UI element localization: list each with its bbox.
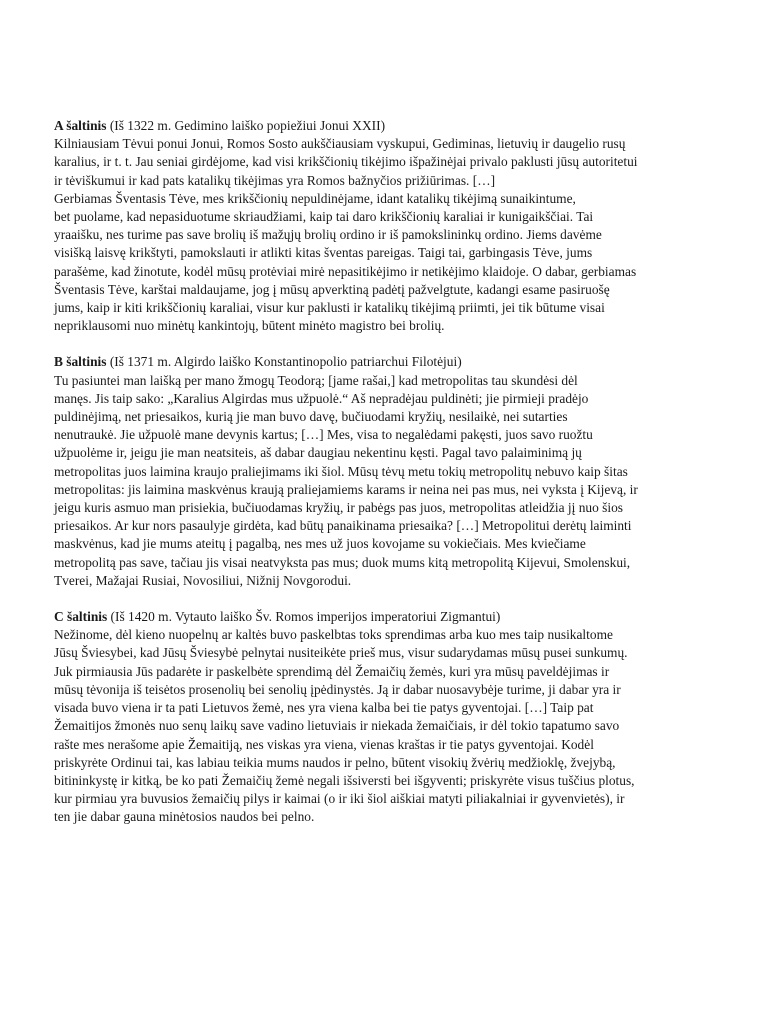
source-a (54, 117, 726, 335)
source-a-heading (54, 117, 726, 135)
text-line: visišką laisvę krikštyti, pamokslauti ir atlikti kitas šventas pareigas. Taigi tai, garbingasis Tėve, jums (54, 245, 593, 261)
source-b-subtitle: (Iš 1371 m. Algirdo laiško Konstantinopolio patriarchui Filotėjui) (106, 354, 462, 370)
text-line: Tverei, Mažajai Rusiai, Novosiliui, Nižnij Novgorodui. (54, 572, 352, 588)
text-line: ten jie dabar gauna minėtosios naudos bei pelno. (54, 809, 315, 825)
source-a-subtitle: (Iš 1322 m. Gedimino laiško popiežiui Jonui XXII) (106, 118, 386, 133)
text-line: užpuolėme ir, jeigu jie man neatsiteis, aš dabar daugiau nekentinu kęsti. Pagal tavo palaiminimą jų (54, 445, 582, 461)
text-line: karalius, ir t. t. Jau seniai girdėjome, kad visi krikščionių tikėjimo išpažinėjai privalo paklusti jūsų autoritetui (54, 154, 638, 170)
text-line: puldinėjimą, net priesaikos, kurią jie man buvo davę, bučiuodami kryžių, nesilaikė, nei sutarties (54, 409, 568, 425)
text-line: visada buvo viena ir ta pati Lietuvos žemė, nes yra viena kalba bei tie patys gyventojai. […] Taip pat (54, 700, 594, 716)
source-c (54, 608, 726, 826)
text-line: metropolitą pas save, tačiau jis visai neatvyksta pas mus; duok mums kitą metropolitą Kijevui, Smolenskui, (54, 554, 631, 570)
text-line: Tu pasiuntei man laišką per mano žmogų Teodorą; [jame rašai,] kad metropolitas tau skundėsi dėl (54, 372, 578, 388)
text-line: priesaikos. Ar kur nors pasaulyje girdėta, kad būtų panaikinama priesaika? […] Metropolitui derėtų laiminti (54, 518, 632, 534)
source-c-title: C šaltinis (54, 609, 108, 625)
text-line: Kilniausiam Tėvui ponui Jonui, Romos Sosto aukščiausiam vyskupui, Gediminas, lietuvių ir daugelio rusų (54, 136, 626, 152)
source-c-subtitle: (Iš 1420 m. Vytauto laiško Šv. Romos imperijos imperatoriui Zigmantui) (107, 609, 501, 625)
text-line: Nežinome, dėl kieno nuopelnų ar kaltės buvo paskelbtas toks sprendimas arba kuo mes taip nusikaltome (54, 627, 613, 643)
text-line: metropolitas: jis laimina maskvėnus kraują praliejamiems karams ir neina nei pas mus, nei vyksta į Kijevą, ir (54, 481, 638, 497)
text-line: Gerbiamas Šventasis Tėve, mes krikščionių nepuldinėjame, idant katalikų tikėjimą sunaikintume, (54, 190, 576, 206)
source-c-heading (54, 608, 726, 626)
text-line: bet puolame, kad nepasiduotume skriaudžiami, kaip tai daro krikščionių karaliai ir kunigaikščiai. Tai (54, 209, 594, 225)
text-line: metropolitas juos laimina kraujo praliejimams iki šiol. Mūsų tėvų metu tokių metropolitų nebuvo kaip šitas (54, 463, 628, 479)
text-line: Žemaitijos žmonės nuo senų laikų save vadino lietuviais ir niekada žemaičiais, ir dėl tokio tapatumo savo (54, 718, 620, 734)
text-line: nenutraukė. Jie užpuolė mane devynis kartus; […] Mes, visa to negalėdami pakęsti, juos savo ruožtu (54, 427, 593, 443)
text-line: jums, kaip ir kiti krikščionių karaliai, visur kur paklusti ir katalikų tikėjimą priimti, jei tik būtume visai (54, 300, 605, 316)
text-line: rašte mes nerašome apie Žemaitiją, nes viskas yra viena, vienas kraštas ir tie patys gyventojai. Kodėl (54, 736, 594, 752)
text-line: ir tėviškumui ir kad pats katalikų tikėjimas yra Romos bažnyčios prižiūrimas. […] (54, 172, 496, 188)
text-line: priskyrėte Ordinui tai, kas labiau teikia mums naudos ir pelno, būtent visokių žvėrių medžioklę, žvejybą, (54, 754, 616, 770)
source-b-heading (54, 353, 726, 371)
text-line: mūsų tėvonija iš teisėtos prosenolių bei senolių įpėdinystės. Ją ir dabar nuosavybėje turime, ji dabar yra ir (54, 681, 621, 697)
text-line: Šventasis Tėve, karštai maldaujame, jog į mūsų apverktiną padėtį pažvelgtute, kadangi esame pasiruošę (54, 281, 610, 297)
source-a-title: A šaltinis (54, 118, 107, 133)
source-b (54, 353, 726, 590)
text-line: nepriklausomi nuo minėtų kankintojų, būtent minėto magistro bei brolių. (54, 318, 445, 334)
text-line: jeigu kuris asmuo man prisiekia, bučiuodamas kryžių, ir pabėgs pas juos, metropolitas atleidžia jį nuo šios (54, 500, 623, 516)
document-page (54, 117, 726, 845)
text-line: kur pirmiau yra buvusios žemaičių pilys ir kaimai (o ir iki šiol aiškiai matyti piliakalniai ir gyvenvietės), ir (54, 791, 625, 807)
source-b-title: B šaltinis (54, 354, 107, 370)
text-line: manęs. Jis taip sako: „Karalius Algirdas mus užpuolė.“ Aš nepradėjau puldinėti; jie pirmieji pradėjo (54, 390, 589, 406)
text-line: parašėme, kad žinotute, kodėl mūsų protėviai mirė nepasitikėjimo ir netikėjimo klaidoje. O dabar, gerbiamas (54, 263, 637, 279)
text-line: Jūsų Šviesybei, kad Jūsų Šviesybė pelnytai nusiteikėte prieš mus, visur sudarydamas mūsų pusei sunkumų. (54, 645, 628, 661)
text-line: bitininkystę ir kitką, be ko pati Žemaičių žemė negali išsiversti bei išgyventi; priskyrėte visus tuščius plotus, (54, 772, 635, 788)
text-line: yraaišku, nes turime pas save brolių iš mažųjų brolių ordino ir iš pamokslininkų ordino. Jiems davėme (54, 227, 602, 243)
text-line: Juk pirmiausia Jūs padarėte ir paskelbėte sprendimą dėl Žemaičių žemės, kuri yra mūsų paveldėjimas ir (54, 663, 610, 679)
text-line: maskvėnus, kad jie mums ateitų į pagalbą, nes mes už juos kovojame su vokiečiais. Mes kviečiame (54, 536, 586, 552)
